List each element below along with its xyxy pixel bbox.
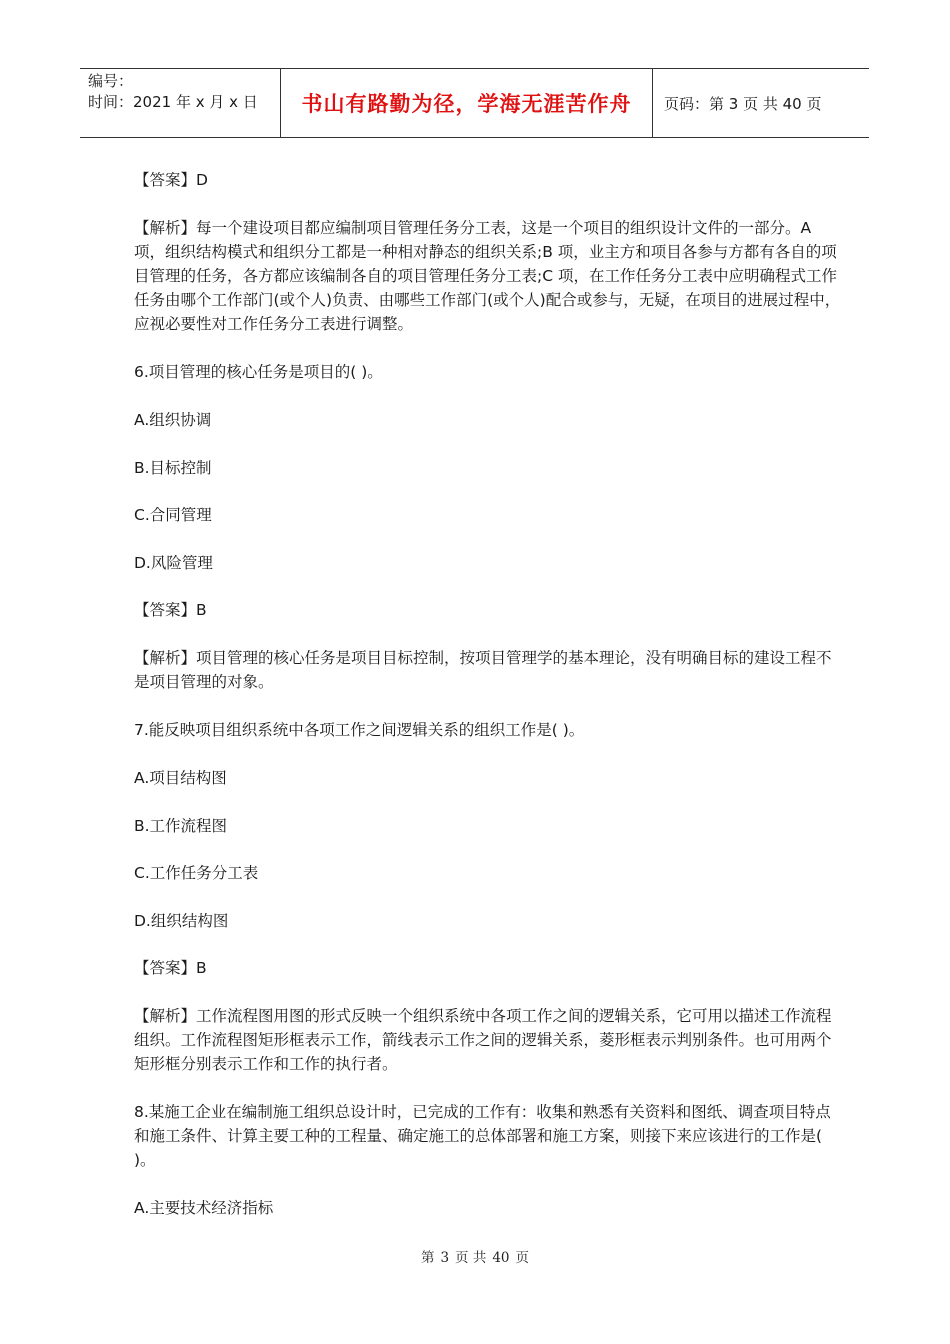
serial-label: 编号： [88,72,134,90]
option-a: A.组织协调 [134,411,212,429]
question-7: 7.能反映项目组织系统中各项工作之间逻辑关系的组织工作是( )。 [134,721,585,739]
option-c: C.合同管理 [134,506,212,524]
header-page-info: 页码：第 3 页 共 40 页 [664,94,822,113]
analysis-paragraph: 【解析】每一个建设项目都应编制项目管理任务分工表，这是一个项目的组织设计文件的一部分。A 项，组织结构模式和组织分工都是一种相对静态的组织关系;B 项，业主方和项目各参与方都有各自的项目管理的任务，各方都应该编制各自的项目管理任务分工表;C 项，在工作任务分工表中应明确程式工作任务由哪个工作部门(或个人)负责、由哪些工作部门(或个人)配合或参与，无疑，在项目的进展过程中，应视必要性对工作任务分工表进行调整。 [134,219,841,333]
option-a: A.项目结构图 [134,769,227,787]
option-b: B.目标控制 [134,458,212,477]
footer-total-pages: 40 [492,1250,510,1266]
answer-line: 【答案】B [134,959,207,977]
option-d: D.组织结构图 [134,911,229,930]
header-meta [80,69,281,137]
footer-suffix: 页 [515,1250,530,1266]
question-6: 6.项目管理的核心任务是项目的( )。 [134,363,383,381]
option-d: D.风险管理 [134,553,213,572]
page-header [80,68,869,138]
option-c: C.工作任务分工表 [134,864,259,882]
page-footer [0,1246,950,1266]
footer-prefix: 第 [420,1250,435,1266]
footer-current-page: 3 [440,1250,450,1266]
footer-middle: 页 共 [455,1250,487,1266]
answer-line: 【答案】B [134,601,207,619]
analysis-paragraph: 【解析】工作流程图用图的形式反映一个组织系统中各项工作之间的逻辑关系，它可用以描述工作流程组织。工作流程图矩形框表示工作，箭线表示工作之间的逻辑关系，菱形框表示判别条件。也可用两个矩形框分别表示工作和工作的执行者。 [134,1007,832,1073]
date-label: 时间：2021 年 x 月 x 日 [88,93,258,111]
answer-line: 【答案】D [134,171,208,189]
option-b: B.工作流程图 [134,816,228,835]
analysis-paragraph: 【解析】项目管理的核心任务是项目目标控制，按项目管理学的基本理论，没有明确目标的建设工程不是项目管理的对象。 [134,649,832,691]
header-motto: 书山有路勤为径，学海无涯苦作舟 [281,69,653,137]
document-body [134,168,842,1244]
question-8: 8.某施工企业在编制施工组织总设计时，已完成的工作有：收集和熟悉有关资料和图纸、调查项目特点和施工条件、计算主要工种的工程量、确定施工的总体部署和施工方案，则接下来应该进行的工作是( )。 [134,1103,831,1169]
option-a: A.主要技术经济指标 [134,1199,274,1217]
